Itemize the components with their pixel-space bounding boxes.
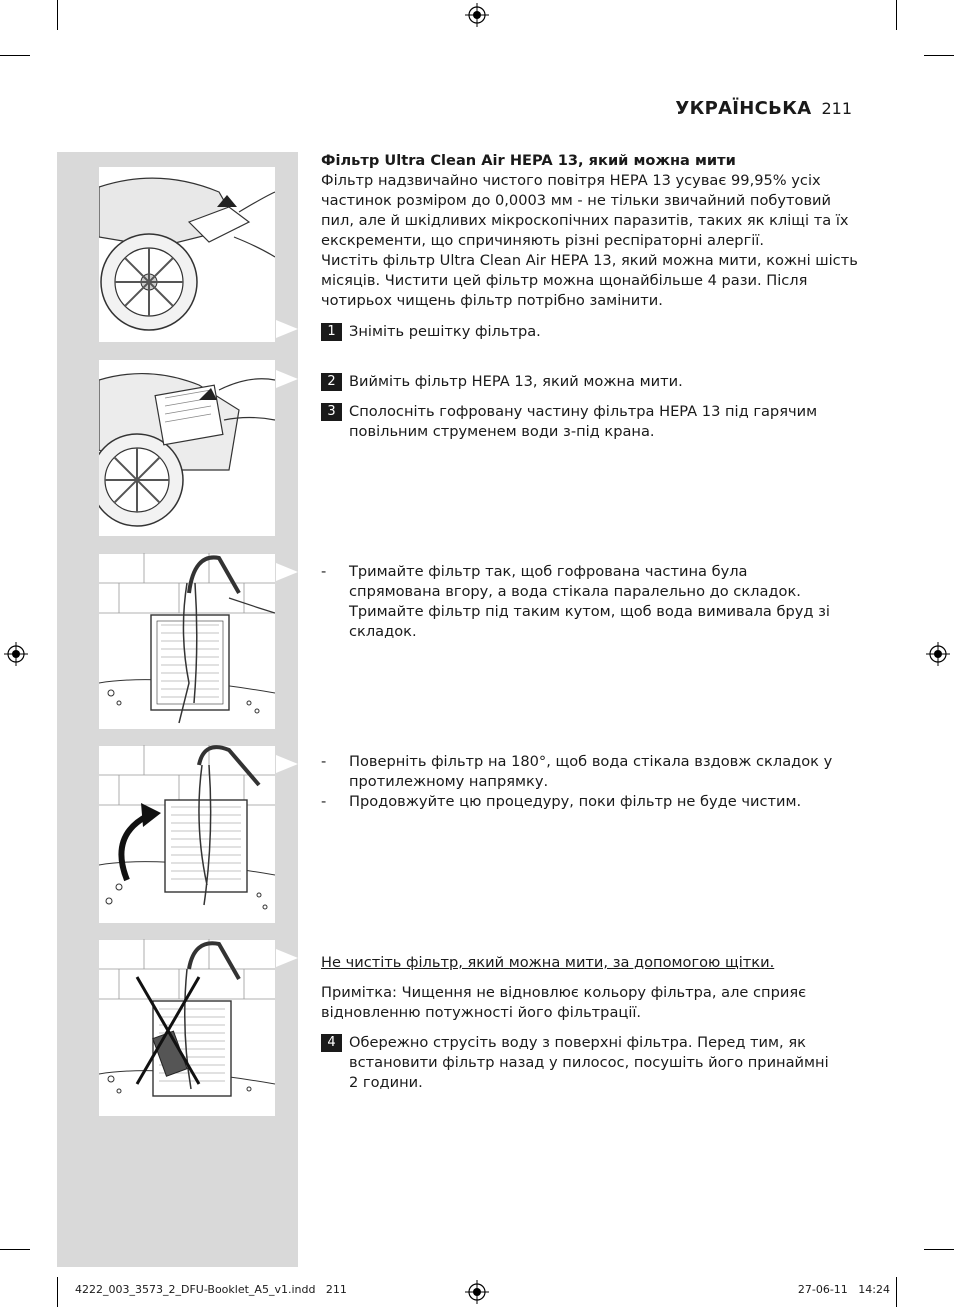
note-block <box>321 983 821 1023</box>
bullet-text: Тримайте фільтр так, щоб гофрована частина була спрямована вгору, а вода стікала паралельно до складок. Тримайте фільтр під таким кутом, щоб вода вимивала бруд зі складок. <box>349 563 830 640</box>
step-number: 2 <box>321 373 342 391</box>
step-text: Зніміть решітку фільтра. <box>349 323 541 340</box>
pointer-notch <box>276 320 298 338</box>
bullet-dash: - <box>321 563 327 580</box>
section-title: Фільтр Ultra Clean Air HEPA 13, який можна мити <box>321 152 736 169</box>
step-4 <box>321 1033 831 1093</box>
illustration-remove-grille <box>99 167 275 342</box>
crop-mark <box>57 0 58 30</box>
step-text: Обережно струсіть воду з поверхні фільтра. Перед тим, як встановити фільтр назад у пилосос, посушіть його принаймні 2 години. <box>349 1034 829 1091</box>
warning-block <box>321 953 861 973</box>
step-1 <box>321 322 861 342</box>
pointer-notch <box>276 949 298 967</box>
note-text: Примітка: Чищення не відновлює кольору фільтра, але сприяє відновленню потужності його фільтрації. <box>321 984 807 1021</box>
bullet-text: Продовжуйте цю процедуру, поки фільтр не буде чистим. <box>349 793 802 810</box>
bullet-text: Поверніть фільтр на 180°, щоб вода стікала вздовж складок у протилежному напрямку. <box>349 753 833 790</box>
pointer-notch <box>276 370 298 388</box>
illustration-rotate-filter <box>99 745 275 923</box>
bullet-list-a <box>321 562 841 642</box>
illustration-rinse-filter <box>99 553 275 729</box>
crop-mark <box>896 1277 897 1307</box>
page-header <box>675 98 852 119</box>
footer-file: 4222_003_3573_2_DFU-Booklet_A5_v1.indd 211 <box>75 1283 347 1296</box>
pointer-notch <box>276 563 298 581</box>
crop-mark <box>57 1277 58 1307</box>
illustration-no-brush <box>99 939 275 1116</box>
step-3 <box>321 402 831 442</box>
registration-mark-icon <box>465 1280 489 1304</box>
crop-mark <box>0 55 30 56</box>
pointer-notch <box>276 755 298 773</box>
step-number: 4 <box>321 1034 342 1052</box>
step-text: Сполосніть гофровану частину фільтра HEPA 13 під гарячим повільним струменем води з-під крана. <box>349 403 818 440</box>
registration-mark-icon <box>926 642 950 666</box>
warning-text: Не чистіть фільтр, який можна мити, за допомогою щітки. <box>321 954 775 971</box>
step-text: Вийміть фільтр HEPA 13, який можна мити. <box>349 373 683 390</box>
list-item <box>321 752 841 792</box>
registration-mark-icon <box>465 3 489 27</box>
step-number: 3 <box>321 403 342 421</box>
list-item <box>321 562 841 642</box>
step-2 <box>321 372 861 392</box>
bullet-dash: - <box>321 793 327 810</box>
bullet-list-b <box>321 752 841 812</box>
intro-paragraph: Чистіть фільтр Ultra Clean Air HEPA 13, який можна мити, кожні шість місяців. Чистити цей фільтр можна щонайбільше 4 рази. Після чотирьох чищень фільтр потрібно замінити. <box>321 252 858 309</box>
footer-date: 27-06-11 14:24 <box>797 1283 890 1296</box>
registration-mark-icon <box>4 642 28 666</box>
crop-mark <box>924 1249 954 1250</box>
crop-mark <box>0 1249 30 1250</box>
crop-mark <box>924 55 954 56</box>
intro-paragraph: Фільтр надзвичайно чистого повітря HEPA 13 усуває 99,95% усіх частинок розміром до 0,0003 мм - не тільки звичайний побутовий пил, але й шкідливих мікроскопічних паразитів, таких як кліщі та їх екскременти, що спричиняють різні респіраторні алергії. <box>321 172 849 249</box>
page-number: 211 <box>821 99 852 118</box>
list-item <box>321 792 841 812</box>
language-label: УКРАЇНСЬКА <box>675 98 812 119</box>
illustration-remove-filter <box>99 360 275 536</box>
intro-block <box>321 151 861 311</box>
step-number: 1 <box>321 323 342 341</box>
bullet-dash: - <box>321 753 327 770</box>
crop-mark <box>896 0 897 30</box>
